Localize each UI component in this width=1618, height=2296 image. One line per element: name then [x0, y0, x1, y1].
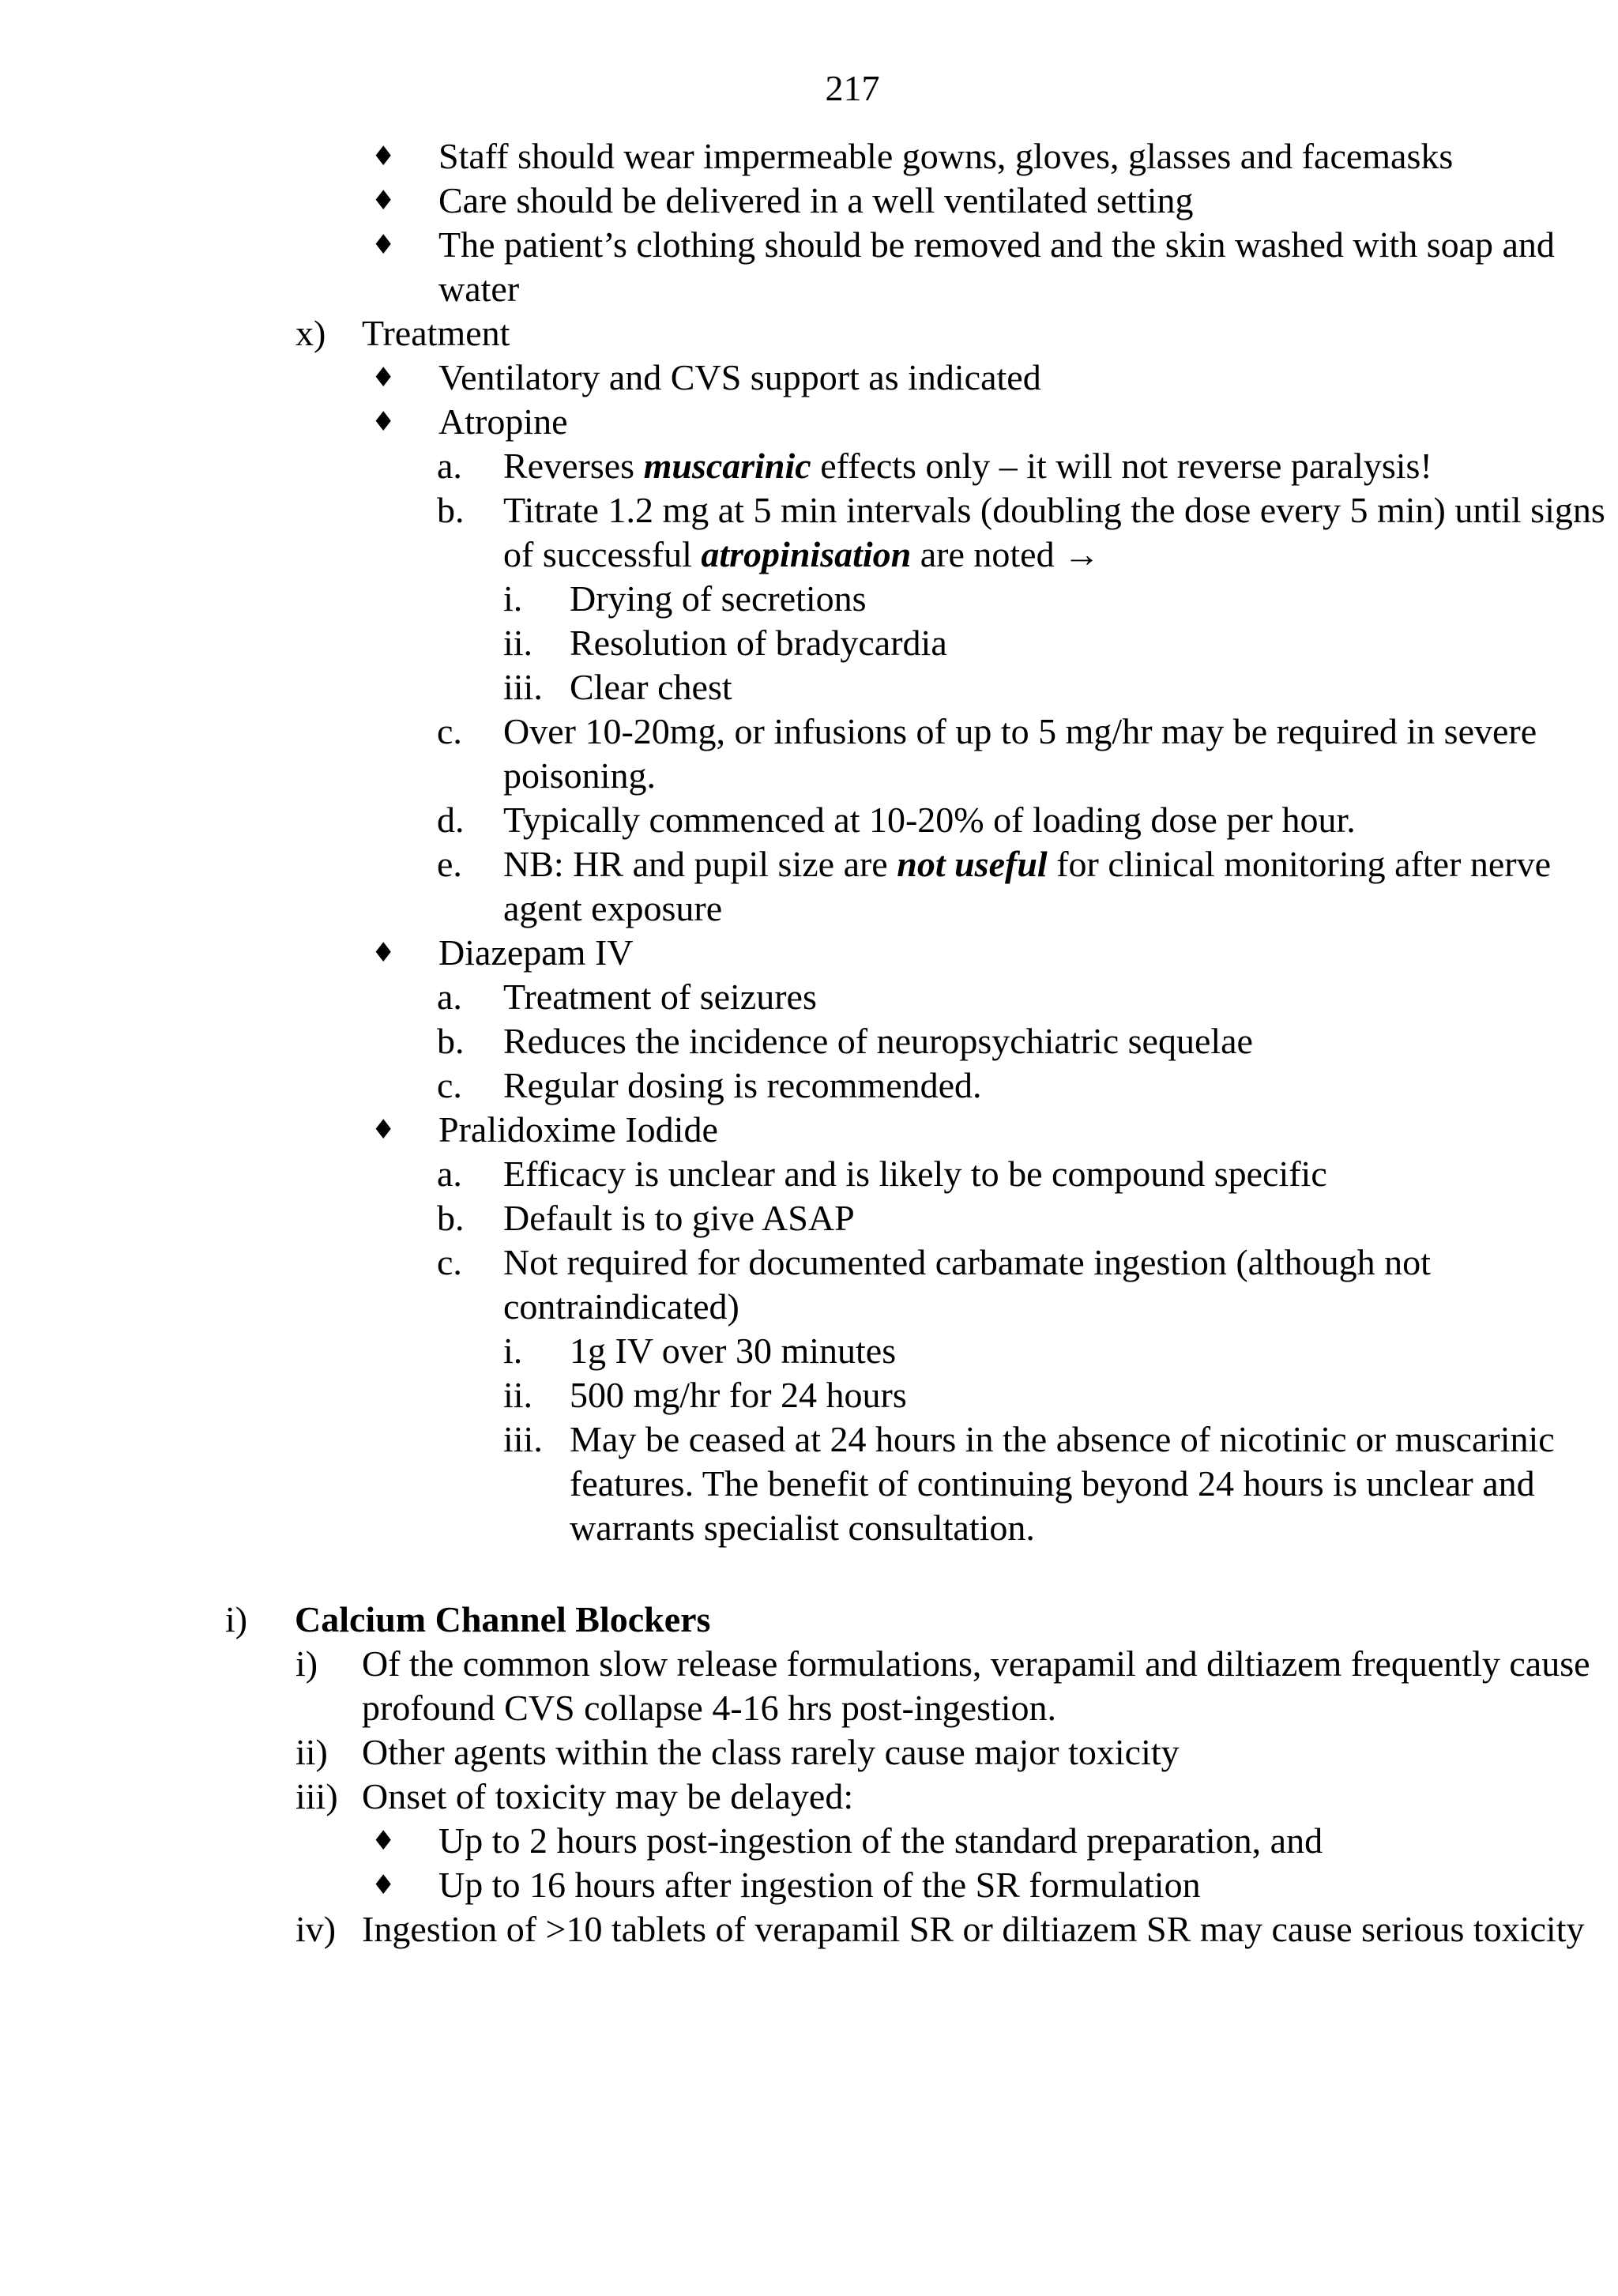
list-item: [0, 1730, 1618, 1775]
list-text: Onset of toxicity may be delayed:: [362, 1776, 854, 1816]
list-text: May be ceased at 24 hours in the absence of nicotinic or muscarinic features. The benefit of continuing beyond 24 hours is unclear and warrants specialist consultation.: [570, 1419, 1555, 1548]
list-text: Drying of secretions: [570, 578, 867, 619]
list-item: [0, 488, 1618, 577]
section-heading: Calcium Channel Blockers: [295, 1599, 711, 1639]
list-marker: a.: [437, 977, 462, 1017]
list-marker: b.: [437, 1198, 465, 1238]
emphasis-text: atropinisation: [701, 534, 912, 574]
bullet-item: [0, 1819, 1618, 1863]
bullet-text: Atropine: [438, 401, 568, 442]
list-marker: ii.: [503, 623, 533, 663]
list-marker: a.: [437, 446, 462, 486]
list-text: Default is to give ASAP: [503, 1198, 855, 1238]
list-marker: iii.: [503, 1419, 543, 1459]
section-spacer: [0, 1550, 1618, 1598]
list-marker: d.: [437, 800, 465, 840]
list-item: [0, 710, 1618, 798]
list-text: Typically commenced at 10-20% of loading dose per hour.: [503, 800, 1356, 840]
list-item: [0, 842, 1618, 931]
list-marker: i.: [503, 578, 523, 619]
list-item: [0, 1240, 1618, 1329]
diamond-bullet-icon: ♦: [371, 937, 396, 969]
list-item: [0, 1152, 1618, 1196]
list-text: [503, 842, 1618, 931]
list-item: [0, 444, 1618, 488]
diamond-bullet-icon: ♦: [371, 1825, 396, 1857]
emphasis-text: muscarinic: [643, 446, 811, 486]
bullet-item: [0, 1863, 1618, 1907]
bullet-text: Ventilatory and CVS support as indicated: [438, 357, 1041, 397]
list-marker: i.: [503, 1331, 523, 1371]
page-number: 217: [825, 68, 880, 108]
list-text: [503, 488, 1618, 577]
list-marker: b.: [437, 1021, 465, 1061]
list-marker: ii.: [503, 1375, 533, 1415]
list-item: [0, 1642, 1618, 1730]
list-marker: b.: [437, 490, 465, 530]
bullet-item: [0, 134, 1618, 179]
list-item: [0, 1775, 1618, 1819]
list-text: Treatment: [362, 313, 510, 353]
text-run: Reverses: [503, 446, 644, 486]
list-item: [0, 1329, 1618, 1373]
bullet-item: [0, 179, 1618, 223]
text-run: NB: HR and pupil size are: [503, 844, 897, 884]
bullet-text: Up to 2 hours post-ingestion of the standard preparation, and: [438, 1820, 1323, 1861]
list-marker: e.: [437, 844, 462, 884]
bullet-text: Care should be delivered in a well ventilated setting: [438, 180, 1194, 220]
list-item: [0, 1907, 1618, 1952]
list-item: [0, 665, 1618, 710]
list-item: [0, 798, 1618, 842]
list-marker: a.: [437, 1154, 462, 1194]
list-text: Not required for documented carbamate ingestion (although not contraindicated): [503, 1242, 1431, 1327]
section-marker: i): [225, 1599, 248, 1639]
list-item: [0, 577, 1618, 621]
diamond-bullet-icon: ♦: [371, 185, 396, 216]
list-text: Reduces the incidence of neuropsychiatric sequelae: [503, 1021, 1253, 1061]
text-run: for clinical monitoring after nerve agent exposure: [503, 844, 1552, 928]
diamond-bullet-icon: ♦: [371, 406, 396, 438]
list-marker: i): [295, 1643, 318, 1684]
list-marker: iii): [295, 1776, 338, 1816]
emphasis-text: not useful: [897, 844, 1048, 884]
list-marker: iv): [295, 1909, 337, 1949]
list-item: [0, 621, 1618, 665]
section-heading-row: [0, 1598, 1618, 1642]
text-run: Titrate 1.2 mg at 5 min intervals (doubling the dose every 5 min) until signs of successful: [503, 490, 1605, 574]
bullet-text: The patient’s clothing should be removed and the skin washed with soap and water: [438, 224, 1555, 309]
list-marker: iii.: [503, 667, 543, 707]
list-text: Ingestion of >10 tablets of verapamil SR or diltiazem SR may cause serious toxicity: [362, 1909, 1585, 1949]
list-text: Efficacy is unclear and is likely to be compound specific: [503, 1154, 1327, 1194]
list-text: Clear chest: [570, 667, 732, 707]
list-item-treatment: [0, 311, 1618, 356]
list-item: [0, 1373, 1618, 1417]
list-text: Regular dosing is recommended.: [503, 1065, 982, 1105]
list-marker: c.: [437, 711, 462, 751]
bullet-item-diazepam: [0, 931, 1618, 975]
text-run: are noted →: [911, 534, 1101, 574]
list-marker: c.: [437, 1242, 462, 1282]
bullet-item: [0, 223, 1618, 311]
diamond-bullet-icon: ♦: [371, 141, 396, 172]
list-text: Treatment of seizures: [503, 977, 817, 1017]
text-run: effects only – it will not reverse paralysis!: [811, 446, 1432, 486]
bullet-item-pralidoxime: [0, 1108, 1618, 1152]
bullet-text: Up to 16 hours after ingestion of the SR formulation: [438, 1865, 1201, 1905]
list-marker: ii): [295, 1732, 328, 1772]
list-text: [503, 444, 1618, 488]
list-text: Other agents within the class rarely cause major toxicity: [362, 1732, 1180, 1772]
diamond-bullet-icon: ♦: [371, 1114, 396, 1146]
list-item: [0, 975, 1618, 1019]
bullet-item: [0, 356, 1618, 400]
bullet-item-atropine: [0, 400, 1618, 444]
list-item: [0, 1019, 1618, 1063]
list-text: Resolution of bradycardia: [570, 623, 947, 663]
list-item: [0, 1196, 1618, 1240]
list-item: [0, 1417, 1618, 1550]
list-text: 1g IV over 30 minutes: [570, 1331, 897, 1371]
list-marker: x): [295, 313, 326, 353]
diamond-bullet-icon: ♦: [371, 362, 396, 393]
bullet-text: Staff should wear impermeable gowns, gloves, glasses and facemasks: [438, 136, 1454, 176]
list-text: Of the common slow release formulations, verapamil and diltiazem frequently cause profound CVS collapse 4-16 hrs post-ingestion.: [362, 1643, 1590, 1728]
list-text: Over 10-20mg, or infusions of up to 5 mg/hr may be required in severe poisoning.: [503, 711, 1537, 796]
list-item: [0, 1063, 1618, 1108]
page-content: [0, 134, 1618, 1952]
bullet-text: Diazepam IV: [438, 932, 634, 973]
list-text: 500 mg/hr for 24 hours: [570, 1375, 907, 1415]
bullet-text: Pralidoxime Iodide: [438, 1109, 718, 1150]
list-marker: c.: [437, 1065, 462, 1105]
diamond-bullet-icon: ♦: [371, 229, 396, 261]
diamond-bullet-icon: ♦: [371, 1869, 396, 1901]
